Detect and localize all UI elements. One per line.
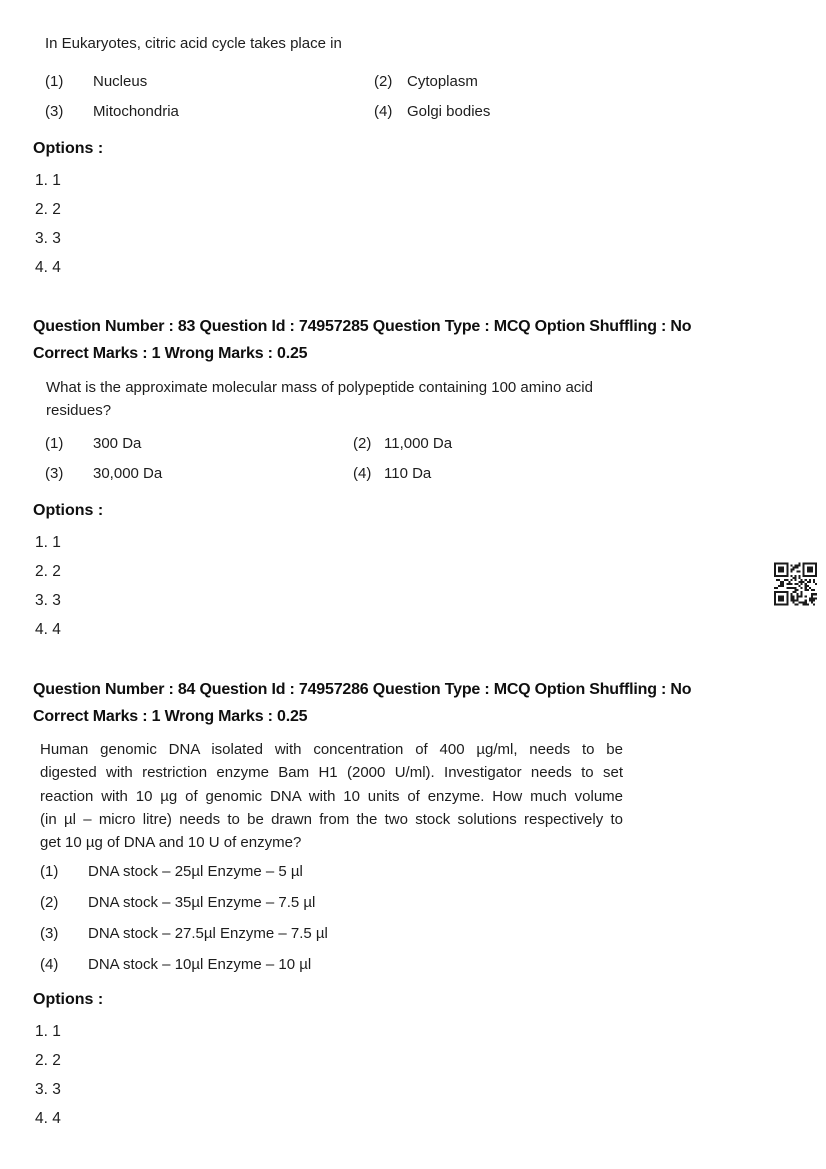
choice-row <box>0 887 826 918</box>
choice-number: (3) <box>45 465 64 482</box>
options-label: Options : <box>33 140 104 157</box>
option-item: 2. 2 <box>35 201 61 218</box>
option-item: 2. 2 <box>35 563 61 580</box>
question-meta-line1: Question Number : 83 Question Id : 74957285 Question Type : MCQ Option Shuffling : No <box>33 318 692 335</box>
question-meta-header <box>33 676 826 730</box>
question-meta-line1: Question Number : 84 Question Id : 74957286 Question Type : MCQ Option Shuffling : No <box>33 681 692 698</box>
choice-text: 110 Da <box>384 465 432 482</box>
choice-grid <box>0 429 826 489</box>
options-block <box>0 138 826 282</box>
question-text: Human genomic DNA isolated with concentration of 400 µg/ml, needs to be digested with restriction enzyme Bam H1 (2000 U/ml). Investigator needs to set reaction with 10 µg of genomic DNA with 10 units of enzyme. How much volume (in µl – micro litre) needs to be drawn from the two stock solutions respectively to get 10 µg of DNA and 10 U of enzyme? <box>40 741 623 852</box>
choice-text: 300 Da <box>93 435 142 452</box>
question-meta-line2: Correct Marks : 1 Wrong Marks : 0.25 <box>33 708 308 725</box>
choice-number: (1) <box>40 863 59 881</box>
choice-list <box>0 856 826 980</box>
option-item: 4. 4 <box>35 1110 61 1128</box>
choice-number: (1) <box>45 73 64 90</box>
choice-grid <box>0 67 826 127</box>
choice-row <box>0 459 826 489</box>
option-item: 3. 3 <box>35 592 61 609</box>
choice-number: (2) <box>374 73 393 90</box>
options-block <box>0 989 826 1133</box>
choice-text: Nucleus <box>93 73 148 90</box>
choice-row <box>0 429 826 459</box>
choice-text: 11,000 Da <box>384 435 453 452</box>
choice-text: Mitochondria <box>93 103 179 120</box>
option-item: 3. 3 <box>35 230 61 247</box>
option-item: 1. 1 <box>35 172 61 189</box>
choice-row <box>0 97 826 127</box>
choice-text: 30,000 Da <box>93 465 163 482</box>
choice-text: Golgi bodies <box>407 103 491 120</box>
choice-row <box>0 949 826 980</box>
options-label: Options : <box>33 502 104 519</box>
choice-number: (2) <box>40 894 59 912</box>
choice-number: (4) <box>374 103 393 120</box>
question-block-83 <box>0 313 826 644</box>
options-block <box>0 500 826 644</box>
qr-code-icon <box>774 562 817 606</box>
choice-text: Cytoplasm <box>407 73 478 90</box>
choice-text: DNA stock – 35µl Enzyme – 7.5 µl <box>88 894 316 912</box>
choice-row <box>0 67 826 97</box>
question-meta-header <box>33 313 826 367</box>
question-text: What is the approximate molecular mass of polypeptide containing 100 amino acid residues? <box>46 379 593 419</box>
choice-number: (3) <box>40 925 59 943</box>
choice-row <box>0 856 826 887</box>
option-item: 4. 4 <box>35 259 61 276</box>
option-item: 1. 1 <box>35 534 61 551</box>
choice-text: DNA stock – 25µl Enzyme – 5 µl <box>88 863 303 881</box>
question-text: In Eukaryotes, citric acid cycle takes place in <box>45 35 342 52</box>
option-item: 1. 1 <box>35 1023 61 1041</box>
choice-number: (2) <box>353 435 372 452</box>
option-item: 2. 2 <box>35 1052 61 1070</box>
choice-number: (3) <box>45 103 64 120</box>
choice-text: DNA stock – 10µl Enzyme – 10 µl <box>88 956 312 974</box>
option-item: 4. 4 <box>35 621 61 638</box>
choice-number: (4) <box>353 465 372 482</box>
choice-number: (4) <box>40 956 59 974</box>
choice-text: DNA stock – 27.5µl Enzyme – 7.5 µl <box>88 925 328 943</box>
question-meta-line2: Correct Marks : 1 Wrong Marks : 0.25 <box>33 345 308 362</box>
options-label: Options : <box>33 991 104 1009</box>
question-block-84 <box>0 676 826 1133</box>
choice-number: (1) <box>45 435 64 452</box>
choice-row <box>0 918 826 949</box>
question-block-82 <box>0 0 826 282</box>
option-item: 3. 3 <box>35 1081 61 1099</box>
